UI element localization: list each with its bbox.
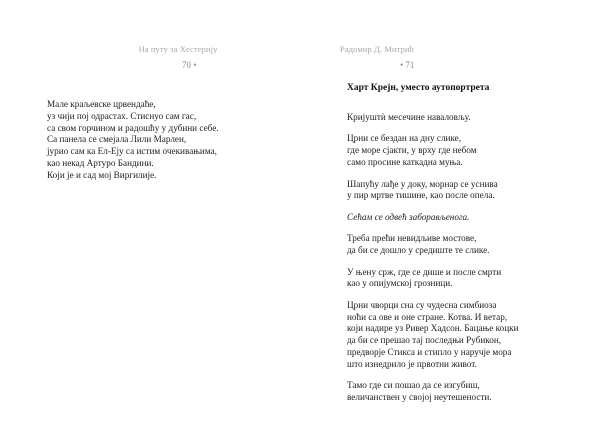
verse-line: у пир мртве тишине, као после опела. xyxy=(347,190,495,201)
italic-stanza xyxy=(347,212,519,224)
left-page-number: 70 • xyxy=(182,60,197,70)
stanza xyxy=(347,233,519,257)
verse-line: као некад Артуро Бандини. xyxy=(47,157,154,168)
verse-line: што изнедрило је првотни живот. xyxy=(347,358,477,369)
verse-line: Тамо где си пошао да се изгубиш, xyxy=(347,380,480,391)
stanza xyxy=(347,380,519,404)
verse-line: који надире уз Ривер Хадсон. Бацање коцки xyxy=(347,323,519,334)
right-page xyxy=(300,0,600,443)
verse-line: као у опијумској грозници. xyxy=(347,278,453,289)
verse-line: да би се дошло у средиште те слике. xyxy=(347,245,490,256)
verse-line: У њену срж, где се дише и после смрти xyxy=(347,266,502,277)
verse-line: где море сјакти, у врху где небом xyxy=(347,145,477,156)
verse-line: величанствен у својој неутешености. xyxy=(347,392,492,403)
verse-line: јурио сам ка Ел-Еју са истим очекивањима, xyxy=(47,146,217,157)
verse-line: само просине каткадна муња. xyxy=(347,157,463,168)
verse-line: Црни чворци сна су чудесна симбиоза xyxy=(347,299,497,310)
verse-line: Са панела се смејала Лили Марлен, xyxy=(47,134,187,145)
verse-line: Мале краљевске црвендаће, xyxy=(47,99,156,109)
stanza xyxy=(347,112,519,124)
stanza xyxy=(347,133,519,168)
verse-line: да би се прешао тај последњи Рубикон, xyxy=(347,335,502,346)
verse-line: Који је и сад мој Виргилије. xyxy=(47,169,157,180)
right-page-number: • 71 xyxy=(400,60,415,70)
stanza xyxy=(347,179,519,203)
verse-line: уз чији пој одрастах. Стиснуо сам гас, xyxy=(47,110,197,121)
verse-line: Кријуштѝ месечине наваловљу. xyxy=(347,112,471,122)
verse-line: ноћи са ове и оне стране. Котва. И ветар, xyxy=(347,311,508,322)
verse-line: предворје Стикса и стипло у наручје мора xyxy=(347,347,512,358)
poem-title: Харт Крејн, уместо аутопортрета xyxy=(347,83,490,93)
right-poem-text xyxy=(347,112,519,414)
verse-line: Црни се бездан на дну слике, xyxy=(347,133,462,144)
verse-line: Сећам се одвећ заборављенога. xyxy=(347,211,470,222)
right-running-head: Радомир Д. Митрић xyxy=(340,44,414,54)
left-running-head: На путу за Хестерију xyxy=(138,44,218,54)
stanza xyxy=(347,267,519,291)
left-poem-text xyxy=(47,99,219,191)
stanza xyxy=(347,300,519,371)
verse-line: Треба прећи невидљиве мостове, xyxy=(347,233,477,244)
stanza xyxy=(47,99,219,182)
verse-line: са свом горчином и радошћу у дубини себе. xyxy=(47,122,219,133)
verse-line: Шапућу лађе у доку, морнар се уснива xyxy=(347,178,498,189)
